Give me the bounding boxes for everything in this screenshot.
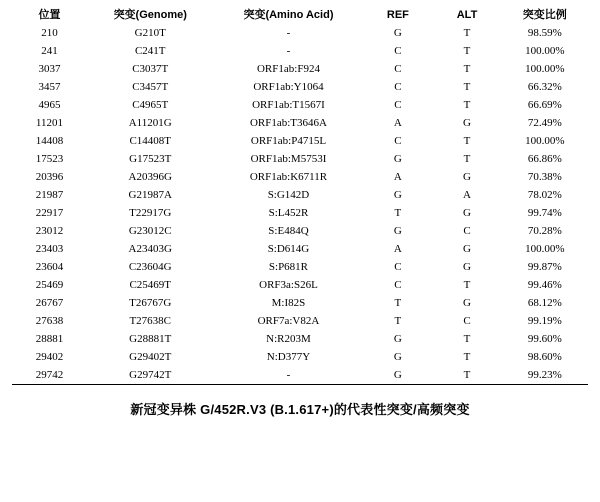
cell-frequency: 100.00% xyxy=(525,45,565,57)
table-row xyxy=(12,330,588,348)
cell-position: 28881 xyxy=(35,333,64,345)
cell-genome-mutation: G23012C xyxy=(128,225,172,237)
cell-frequency: 99.60% xyxy=(527,333,562,345)
cell-position: 3457 xyxy=(38,81,61,93)
cell-alt: T xyxy=(463,333,471,345)
cell-genome-mutation: G210T xyxy=(134,27,166,39)
cell-amino-acid-mutation: - xyxy=(286,27,291,39)
cell-alt: T xyxy=(463,99,471,111)
cell-ref: C xyxy=(394,261,402,273)
cell-genome-mutation: T27638C xyxy=(129,315,172,327)
table-row xyxy=(12,24,588,42)
cell-alt: G xyxy=(463,117,471,129)
cell-alt: T xyxy=(463,351,471,363)
cell-alt: G xyxy=(463,243,471,255)
cell-position: 25469 xyxy=(35,279,64,291)
table-row xyxy=(12,60,588,78)
cell-position: 29742 xyxy=(12,366,87,385)
cell-frequency: 98.60% xyxy=(527,351,562,363)
cell-alt: G xyxy=(463,297,471,309)
cell-genome-mutation: C4965T xyxy=(132,99,169,111)
cell-amino-acid-mutation: ORF1ab:Y1064 xyxy=(253,81,324,93)
table-header-row xyxy=(12,6,588,24)
cell-position: 26767 xyxy=(35,297,64,309)
cell-frequency: 68.12% xyxy=(527,297,562,309)
cell-frequency: 70.38% xyxy=(527,171,562,183)
cell-position: 23012 xyxy=(35,225,64,237)
cell-ref: T xyxy=(394,315,402,327)
cell-frequency: 66.86% xyxy=(527,153,562,165)
cell-frequency: 78.02% xyxy=(527,189,562,201)
cell-ref: C xyxy=(394,135,402,147)
table-row xyxy=(12,204,588,222)
table-row xyxy=(12,114,588,132)
cell-amino-acid-mutation: ORF7a:V82A xyxy=(257,315,320,327)
cell-alt: T xyxy=(463,135,471,147)
cell-amino-acid-mutation: N:R203M xyxy=(266,333,311,345)
cell-frequency: 70.28% xyxy=(527,225,562,237)
table-row xyxy=(12,96,588,114)
cell-genome-mutation: G28881T xyxy=(129,333,172,345)
cell-frequency: 100.00% xyxy=(525,63,565,75)
cell-frequency: 98.59% xyxy=(527,27,562,39)
cell-alt: T xyxy=(463,81,471,93)
cell-genome-mutation: A23403G xyxy=(128,243,172,255)
cell-position: 23604 xyxy=(35,261,64,273)
cell-alt: C xyxy=(463,225,471,237)
cell-ref: G xyxy=(393,351,402,363)
table-row xyxy=(12,132,588,150)
cell-position: 17523 xyxy=(35,153,64,165)
cell-alt: T xyxy=(463,153,471,165)
cell-position: 21987 xyxy=(35,189,64,201)
cell-position: 27638 xyxy=(35,315,64,327)
cell-genome-mutation: C25469T xyxy=(129,279,172,291)
cell-ref: G xyxy=(363,366,432,385)
cell-frequency: 66.32% xyxy=(527,81,562,93)
table-row xyxy=(12,42,588,60)
cell-amino-acid-mutation: S:D614G xyxy=(267,243,310,255)
cell-genome-mutation: C23604G xyxy=(128,261,172,273)
cell-alt: G xyxy=(463,207,471,219)
table-row xyxy=(12,276,588,294)
cell-frequency: 66.69% xyxy=(527,99,562,111)
cell-position: 29402 xyxy=(35,351,64,363)
cell-ref: A xyxy=(393,171,402,183)
cell-position: 241 xyxy=(41,45,58,57)
table-row xyxy=(12,168,588,186)
cell-alt: A xyxy=(463,189,471,201)
cell-ref: C xyxy=(394,45,402,57)
column-header-genome-mutation: 突变(Genome) xyxy=(113,9,187,21)
cell-alt: T xyxy=(432,366,501,385)
cell-alt: G xyxy=(463,261,471,273)
column-header-position: 位置 xyxy=(38,9,61,21)
cell-position: 11201 xyxy=(35,117,63,129)
cell-alt: T xyxy=(463,45,471,57)
table-row xyxy=(12,186,588,204)
cell-ref: G xyxy=(393,27,402,39)
variant-mutation-table xyxy=(12,6,588,385)
cell-amino-acid-mutation: ORF1ab:T3646A xyxy=(249,117,327,129)
cell-frequency: 72.49% xyxy=(527,117,562,129)
cell-alt: T xyxy=(463,63,471,75)
column-header-amino-acid-mutation: 突变(Amino Acid) xyxy=(243,9,334,21)
cell-ref: C xyxy=(394,63,402,75)
cell-position: 23403 xyxy=(35,243,64,255)
cell-ref: C xyxy=(394,81,402,93)
cell-ref: T xyxy=(394,297,402,309)
cell-frequency: 100.00% xyxy=(525,135,565,147)
cell-alt: T xyxy=(463,27,471,39)
cell-ref: A xyxy=(393,243,402,255)
cell-amino-acid-mutation: - xyxy=(286,45,291,57)
cell-alt: T xyxy=(463,279,471,291)
cell-amino-acid-mutation: S:L452R xyxy=(268,207,309,219)
table-row xyxy=(12,258,588,276)
cell-genome-mutation: G21987A xyxy=(128,189,172,201)
table-row xyxy=(12,240,588,258)
cell-position: 4965 xyxy=(38,99,61,111)
cell-genome-mutation: G17523T xyxy=(129,153,172,165)
cell-position: 3037 xyxy=(38,63,61,75)
cell-ref: A xyxy=(393,117,402,129)
table-row xyxy=(12,294,588,312)
cell-amino-acid-mutation: S:G142D xyxy=(267,189,310,201)
cell-frequency: 99.46% xyxy=(527,279,562,291)
cell-genome-mutation: A11201G xyxy=(128,117,172,129)
cell-position: 22917 xyxy=(35,207,64,219)
cell-frequency: 99.87% xyxy=(527,261,562,273)
cell-ref: G xyxy=(393,153,402,165)
cell-genome-mutation: C3037T xyxy=(132,63,169,75)
cell-position: 20396 xyxy=(35,171,64,183)
cell-amino-acid-mutation: ORF1ab:F924 xyxy=(256,63,320,75)
cell-genome-mutation: G29742T xyxy=(87,366,214,385)
column-header-ref: REF xyxy=(386,9,409,21)
column-header-mutation-frequency: 突变比例 xyxy=(522,9,567,21)
cell-amino-acid-mutation: S:E484Q xyxy=(268,225,309,237)
cell-frequency: 100.00% xyxy=(525,243,565,255)
cell-alt: C xyxy=(463,315,471,327)
table-row xyxy=(12,222,588,240)
cell-genome-mutation: C241T xyxy=(134,45,166,57)
cell-amino-acid-mutation: ORF1ab:M5753I xyxy=(250,153,327,165)
cell-amino-acid-mutation: ORF1ab:T1567I xyxy=(252,99,325,111)
cell-amino-acid-mutation: ORF3a:S26L xyxy=(259,279,318,291)
cell-ref: G xyxy=(393,225,402,237)
table-body xyxy=(12,24,588,385)
cell-amino-acid-mutation: M:I82S xyxy=(271,297,306,309)
table-row xyxy=(12,78,588,96)
cell-genome-mutation: T26767G xyxy=(129,297,172,309)
table-row xyxy=(12,150,588,168)
cell-genome-mutation: A20396G xyxy=(128,171,172,183)
cell-amino-acid-mutation: ORF1ab:P4715L xyxy=(250,135,327,147)
table-row xyxy=(12,348,588,366)
cell-ref: G xyxy=(393,333,402,345)
column-header-alt: ALT xyxy=(456,9,478,21)
cell-position: 14408 xyxy=(35,135,64,147)
table-caption: 新冠变异株 G/452R.V3 (B.1.617+)的代表性突变/高频突变 xyxy=(130,402,470,417)
cell-genome-mutation: T22917G xyxy=(129,207,172,219)
cell-ref: C xyxy=(394,99,402,111)
cell-amino-acid-mutation: ORF1ab:K6711R xyxy=(249,171,328,183)
cell-amino-acid-mutation: S:P681R xyxy=(268,261,309,273)
cell-amino-acid-mutation: - xyxy=(214,366,364,385)
cell-genome-mutation: G29402T xyxy=(129,351,172,363)
cell-alt: G xyxy=(463,171,471,183)
table-header xyxy=(12,6,588,24)
cell-ref: T xyxy=(394,207,402,219)
table-row xyxy=(12,312,588,330)
table-row xyxy=(12,366,588,385)
cell-frequency: 99.74% xyxy=(527,207,562,219)
cell-position: 210 xyxy=(41,27,58,39)
cell-genome-mutation: C3457T xyxy=(132,81,169,93)
cell-frequency: 99.19% xyxy=(527,315,562,327)
cell-frequency: 99.23% xyxy=(502,366,588,385)
cell-ref: G xyxy=(393,189,402,201)
cell-amino-acid-mutation: N:D377Y xyxy=(266,351,311,363)
cell-genome-mutation: C14408T xyxy=(129,135,172,147)
cell-ref: C xyxy=(394,279,402,291)
